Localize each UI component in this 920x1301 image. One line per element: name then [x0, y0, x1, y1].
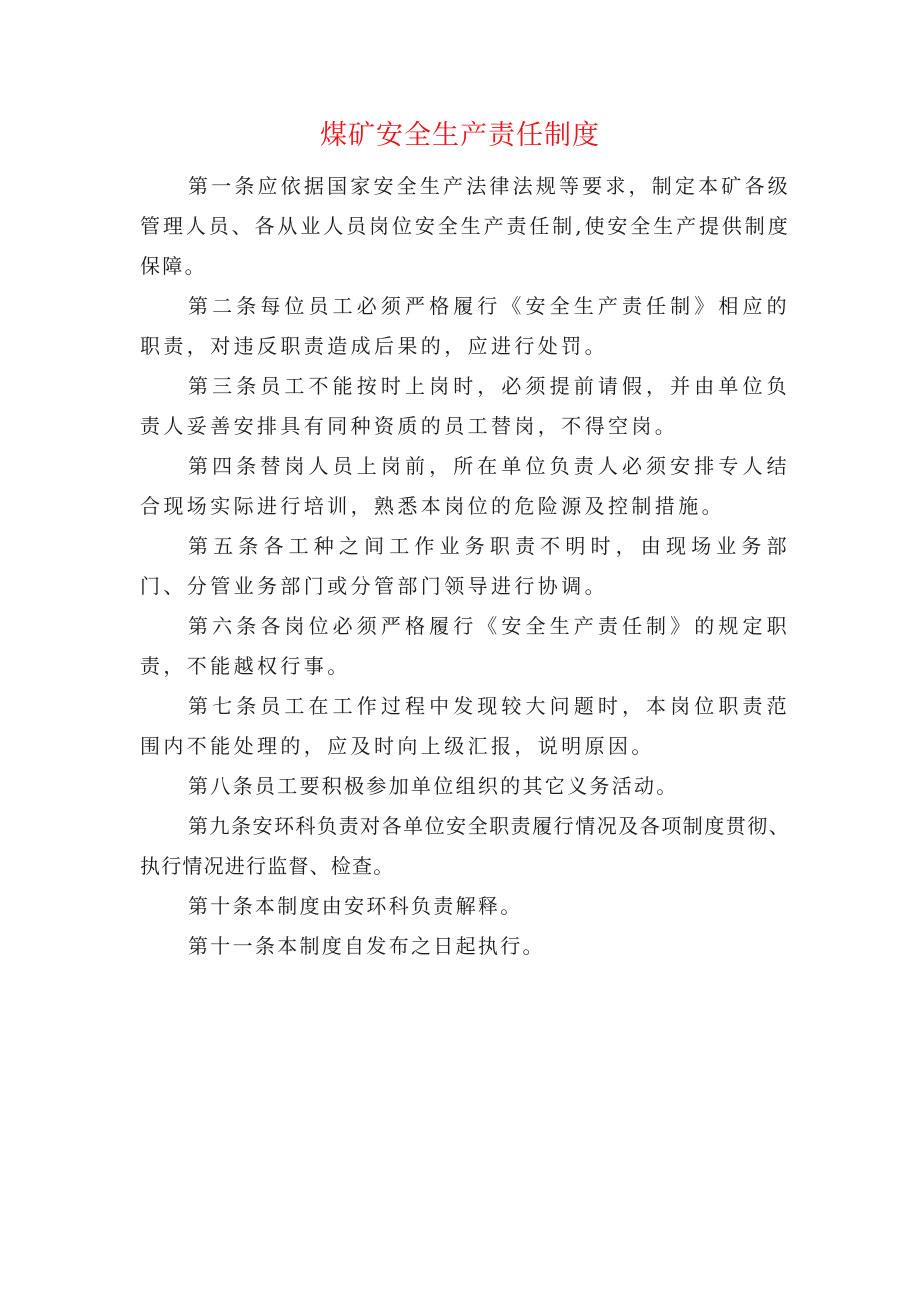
article-4: 第四条替岗人员上岗前，所在单位负责人必须安排专人结合现场实际进行培训，熟悉本岗位的危险源及控制措施。	[140, 454, 790, 518]
article-11: 第十一条本制度自发布之日起执行。	[188, 934, 545, 958]
article-9: 第九条安环科负责对各单位安全职责履行情况及各项制度贯彻、执行情况进行监督、检查。	[140, 814, 790, 878]
article-6: 第六条各岗位必须严格履行《安全生产责任制》的规定职责，不能越权行事。	[140, 614, 790, 678]
article-1: 第一条应依据国家安全生产法律法规等要求，制定本矿各级管理人员、各从业人员岗位安全生产责任制,使安全生产提供制度保障。	[140, 174, 790, 278]
article-3: 第三条员工不能按时上岗时，必须提前请假，并由单位负责人妥善安排具有同种资质的员工替岗，不得空岗。	[140, 374, 790, 438]
article-7: 第七条员工在工作过程中发现较大问题时，本岗位职责范围内不能处理的，应及时向上级汇报，说明原因。	[140, 694, 790, 758]
article-2: 第二条每位员工必须严格履行《安全生产责任制》相应的职责，对违反职责造成后果的，应进行处罚。	[140, 294, 790, 358]
article-5: 第五条各工种之间工作业务职责不明时，由现场业务部门、分管业务部门或分管部门领导进行协调。	[140, 534, 790, 598]
document-title: 煤矿安全生产责任制度	[320, 120, 600, 151]
article-10: 第十条本制度由安环科负责解释。	[188, 894, 523, 918]
article-list	[140, 166, 790, 966]
article-8: 第八条员工要积极参加单位组织的其它义务活动。	[188, 774, 679, 798]
